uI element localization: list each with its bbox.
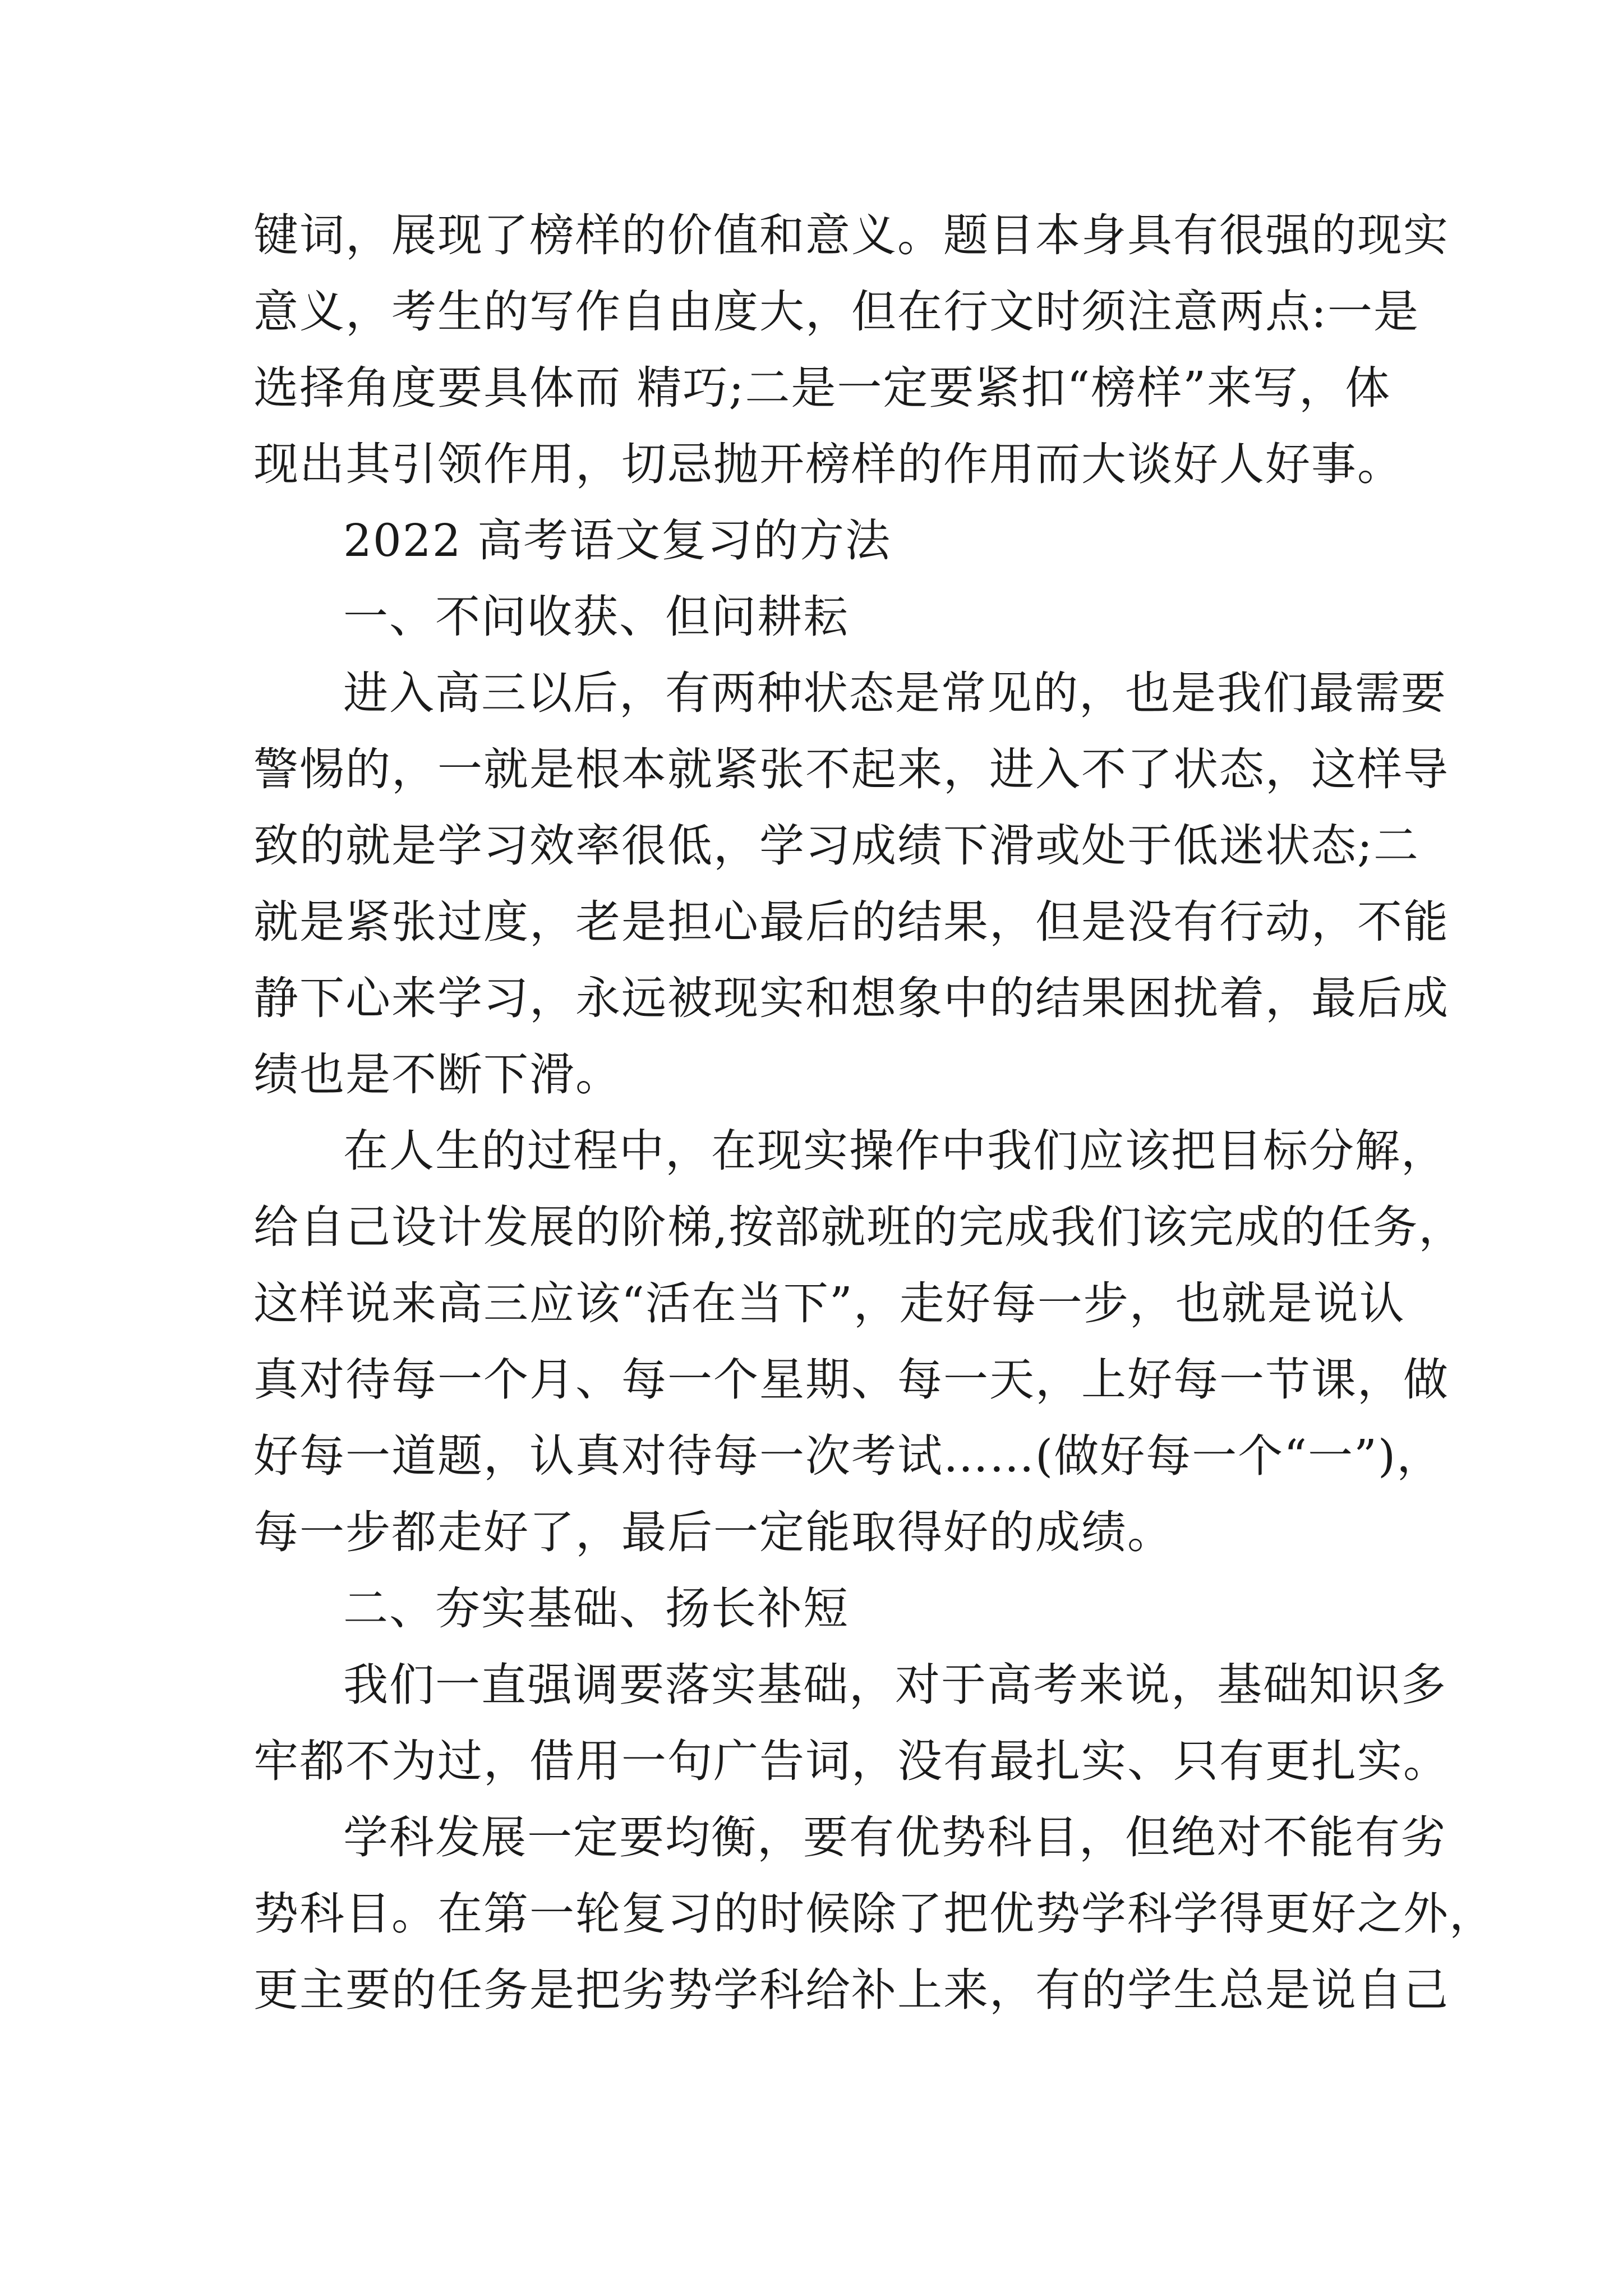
paragraph-line: 进入高三以后，有两种状态是常见的，也是我们最需要 bbox=[343, 667, 1447, 719]
paragraph-line: 意义，考生的写作自由度大，但在行文时须注意两点:一是 bbox=[253, 286, 1419, 338]
paragraph-line: 这样说来高三应该“活在当下”，走好每一步，也就是说认 bbox=[253, 1277, 1405, 1329]
paragraph-line: 警惕的，一就是根本就紧张不起来，进入不了状态，这样导 bbox=[253, 743, 1449, 795]
paragraph-line: 就是紧张过度，老是担心最后的结果，但是没有行动，不能 bbox=[253, 896, 1449, 948]
paragraph-line: 牢都不为过，借用一句广告词，没有最扎实、只有更扎实。 bbox=[253, 1735, 1449, 1787]
paragraph-line: 致的就是学习效率很低，学习成绩下滑或处于低迷状态;二 bbox=[253, 820, 1419, 872]
paragraph-line: 更主要的任务是把劣势学科给补上来，有的学生总是说自己 bbox=[253, 1964, 1449, 2016]
paragraph-line: 每一步都走好了，最后一定能取得好的成绩。 bbox=[253, 1506, 1173, 1558]
subsection-heading: 二、夯实基础、扬长补短 bbox=[343, 1582, 849, 1635]
paragraph-line: 势科目。在第一轮复习的时候除了把优势学科学得更好之外， bbox=[253, 1888, 1495, 1940]
paragraph-line: 静下心来学习，永远被现实和想象中的结果困扰着，最后成 bbox=[253, 972, 1449, 1024]
paragraph-line: 真对待每一个月、每一个星期、每一天，上好每一节课，做 bbox=[253, 1354, 1449, 1406]
paragraph-line: 在人生的过程中，在现实操作中我们应该把目标分解， bbox=[343, 1125, 1447, 1177]
paragraph-line: 绩也是不断下滑。 bbox=[253, 1048, 621, 1101]
paragraph-line: 我们一直强调要落实基础，对于高考来说，基础知识多 bbox=[343, 1659, 1447, 1711]
paragraph-line: 好每一道题，认真对待每一次考试……(做好每一个“一”)， bbox=[253, 1430, 1443, 1482]
section-heading: 2022 高考语文复习的方法 bbox=[343, 514, 892, 567]
paragraph-line: 现出其引领作用，切忌抛开榜样的作用而大谈好人好事。 bbox=[253, 438, 1403, 490]
paragraph-line: 学科发展一定要均衡，要有优势科目，但绝对不能有劣 bbox=[343, 1811, 1447, 1864]
paragraph-line: 选择角度要具体而 精巧;二是一定要紧扣“榜样”来写，体 bbox=[253, 362, 1391, 414]
paragraph-line: 给自己设计发展的阶梯,按部就班的完成我们该完成的任务， bbox=[253, 1201, 1465, 1253]
subsection-heading: 一、不问收获、但问耕耘 bbox=[343, 591, 849, 643]
paragraph-line: 键词，展现了榜样的价值和意义。题目本身具有很强的现实 bbox=[253, 209, 1449, 261]
